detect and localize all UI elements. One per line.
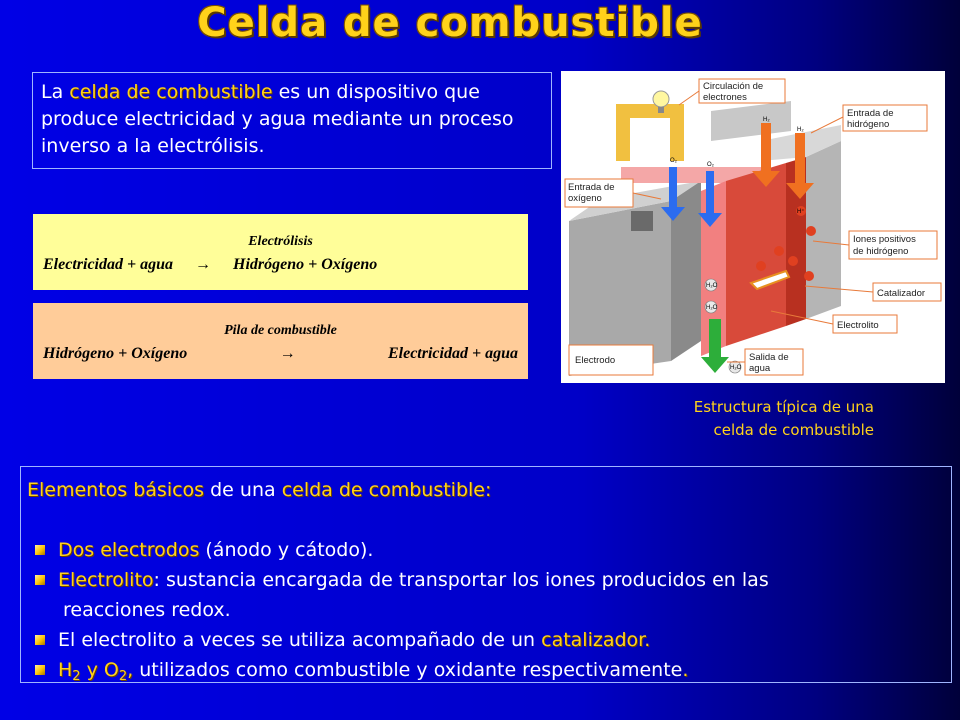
label-catalyst-text: Catalizador [877,288,926,299]
electrolysis-title: Electrólisis [248,234,313,249]
label-ions [849,231,937,259]
fuel-cell-title: Pila de combustible [224,323,337,338]
item-text: utilizados como combustible y oxidante respectivamente [133,659,683,681]
h2o-molecule-label: H₂O [730,365,742,371]
list-item [27,625,951,655]
list-item [27,535,951,565]
label-circulation [699,79,785,103]
o2-molecule-label: O₂ [670,158,677,164]
label-circulation-line1: Circulación de [703,81,764,92]
hydrogen-arrow-shaft-1 [761,123,771,171]
label-oxygen-in [565,179,633,207]
intro-highlight: celda de combustible [69,81,273,103]
bullet-icon [35,545,45,555]
item-highlight: Dos electrodos [58,539,200,561]
page-title: Celda de combustible [197,0,703,46]
fuel-cell-diagram [561,71,945,383]
elements-heading-end: : [484,479,492,501]
label-oxygen-in-line2: oxígeno [568,193,602,204]
hydrogen-arrow-shaft-2 [795,133,805,183]
label-ions-line1: Iones positivos [853,234,916,245]
label-ions-line2: de hidrógeno [853,246,909,257]
h-ion-label: H⁺ [797,209,805,215]
oxygen-channel [631,211,653,231]
elements-heading-hl1: Elementos básicos [27,479,205,501]
h2o-molecule-label: H₂O [706,283,718,289]
fuel-cell-equation-box [33,303,528,379]
item-highlight: Electrolito [58,569,154,591]
bullet-icon [35,635,45,645]
o-subscript: 2 [118,669,128,684]
light-bulb-icon [653,91,669,107]
label-hydrogen-in [843,105,927,131]
elements-heading-hl2: celda de combustible [281,479,485,501]
electron-circuit-path [623,111,677,161]
label-catalyst [873,283,941,301]
electrolysis-products: Hidrógeno + Oxígeno [233,256,378,273]
electrolysis-equation [43,256,518,274]
caption-line-2: celda de combustible [713,421,874,439]
label-electrolyte-text: Electrolito [837,320,879,331]
caption-line-1: Estructura típica de una [693,398,874,416]
intro-prefix: La [41,81,70,103]
bullet-icon [35,575,45,585]
label-water-out-line2: agua [749,363,771,374]
oxygen-arrow-shaft-1 [669,167,677,207]
fuel-cell-reactants: Hidrógeno + Oxígeno [43,345,188,362]
item-text: : sustancia encargada de transportar los iones producidos en las [153,569,769,591]
list-item [27,655,951,685]
label-hydrogen-in-line2: hidrógeno [847,119,890,130]
elements-heading-mid: de una [204,479,282,501]
label-circulation-line2: electrones [703,92,747,103]
h-subscript: 2 [72,669,81,684]
light-bulb-base [658,107,664,113]
item-comma: , [127,659,134,681]
intro-box [32,72,552,169]
oxygen-arrow-shaft-2 [706,171,714,213]
and-o-symbol: y O [80,659,119,681]
basic-elements-box [20,466,952,683]
right-arrow-icon: → [279,345,296,362]
label-hydrogen-in-line1: Entrada de [847,108,894,119]
h-symbol: H [58,659,73,681]
right-arrow-icon: → [195,256,211,273]
list-item [27,565,951,595]
diagram-caption [600,396,874,442]
item-highlight: catalizador [541,629,645,651]
intro-suffix: es un dispositivo que produce electricidad y agua mediante un proceso inverso a la electrólisis. [41,81,514,157]
fuel-cell-products: Electricidad + agua [387,345,518,362]
label-electrode [569,345,653,375]
electrolysis-reactants: Electricidad + agua [43,256,173,273]
item-end: . [644,629,651,651]
item-end: . [682,659,689,681]
list-item-continuation: reacciones redox. [63,599,231,621]
item-text: (ánodo y cátodo). [199,539,374,561]
fuel-cell-equation [43,345,518,363]
elements-heading [27,475,951,505]
h2o-molecule-label: H₂O [706,305,718,311]
label-oxygen-in-line1: Entrada de [568,182,615,193]
o2-molecule-label: O₂ [707,162,714,168]
h2-molecule-label: H₂ [797,127,804,133]
label-electrode-text: Electrodo [575,355,616,366]
label-water-out [745,349,803,375]
item-text: El electrolito a veces se utiliza acompañado de un [58,629,542,651]
label-water-out-line1: Salida de [749,352,789,363]
item-h2 [58,659,134,684]
fuel-cell-diagram-svg [561,71,945,383]
label-electrolyte [833,315,897,333]
electrolysis-equation-box [33,214,528,290]
bullet-icon [35,665,45,675]
h2-molecule-label: H₂ [763,117,770,123]
top-plate [711,101,791,141]
water-arrow-head [701,357,729,373]
water-arrow-shaft [709,319,721,359]
